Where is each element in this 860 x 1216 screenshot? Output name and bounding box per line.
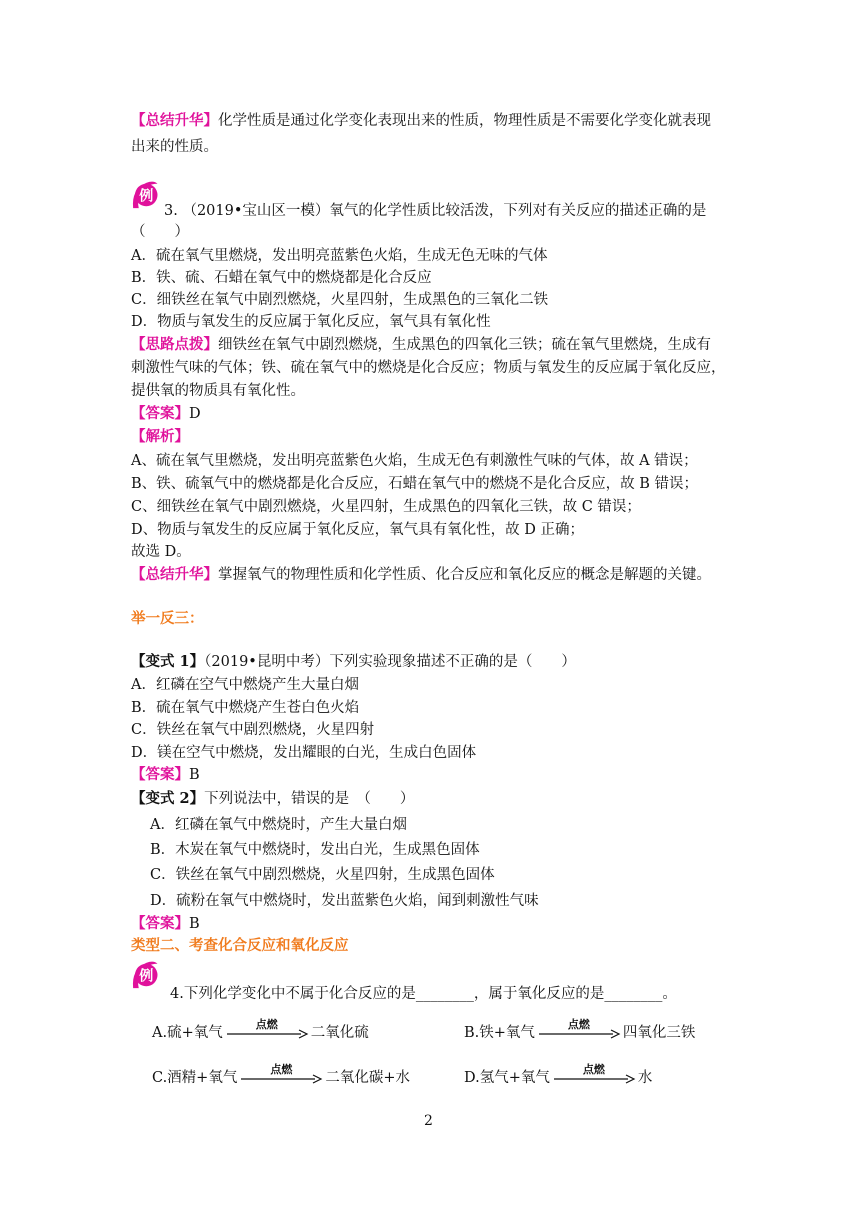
- summary-line-2: 出来的性质。: [131, 139, 218, 155]
- hint-line-2: 刺激性气味的气体；铁、硫在氧气中的燃烧是化合反应；物质与氧发生的反应属于氧化反应，: [131, 360, 726, 376]
- equation-b-products: 四氧化三铁: [622, 1025, 696, 1041]
- variant-2-option-b: B．木炭在氧气中燃烧时，发出白光，生成黑色固体: [150, 842, 480, 858]
- hint-text-1: 细铁丝在氧气中剧烈燃烧，生成黑色的四氧化三铁；硫在氧气里燃烧，生成有: [218, 337, 711, 353]
- hint-line-1: [131, 335, 711, 355]
- equation-c: [152, 1063, 410, 1088]
- equation-a-reactants: A.硫+氧气: [152, 1025, 223, 1041]
- hint-line-3: 提供氧的物质具有氧化性。: [131, 383, 305, 399]
- question-4-stem: 4.下列化学变化中不属于化合反应的是________，属于氧化反应的是________。: [170, 986, 677, 1002]
- question-3-stem: 3. （2019•宝山区一模）氧气的化学性质比较活泼，下列对有关反应的描述正确的是: [164, 203, 707, 219]
- analysis-conclusion: 故选 D。: [131, 544, 191, 560]
- variant-2-answer-value: B: [189, 916, 200, 932]
- question-3-option-a: A．硫在氧气里燃烧，发出明亮蓝紫色火焰，生成无色无味的气体: [131, 248, 548, 264]
- summary-line-1: [131, 111, 711, 131]
- variant-1-tag: 【变式 1】: [131, 653, 205, 670]
- variant-1-stem: [131, 652, 576, 672]
- variant-1-option-c: C．铁丝在氧气中剧烈燃烧，火星四射: [131, 722, 375, 738]
- reaction-arrow: [225, 1018, 309, 1043]
- example-icon-glyph: 例: [139, 188, 154, 205]
- reaction-arrow: [239, 1063, 323, 1088]
- equation-c-products: 二氧化碳+水: [325, 1070, 410, 1086]
- analysis-line-a: A、硫在氧气里燃烧，发出明亮蓝紫色火焰，生成无色有刺激性气味的气体，故 A 错误；: [131, 453, 698, 469]
- variant-1-answer-value: B: [189, 767, 200, 783]
- variant-1-option-a: A．红磷在空气中燃烧产生大量白烟: [131, 677, 359, 693]
- arrow-label: 点燃: [255, 1018, 278, 1031]
- variant-1-text: （2019•昆明中考）下列实验现象描述不正确的是（ ）: [204, 654, 576, 670]
- variant-2-option-c: C．铁丝在氧气中剧烈燃烧，火星四射，生成黑色固体: [150, 867, 495, 883]
- variant-2-tag: 【变式 2】: [131, 790, 205, 807]
- analysis-line-b: B、铁、硫氧气中的燃烧都是化合反应，石蜡在氧气中的燃烧不是化合反应，故 B 错误；: [131, 476, 699, 492]
- variant-2-option-d: D．硫粉在氧气中燃烧时，发出蓝紫色火焰，闻到刺激性气味: [150, 893, 539, 909]
- equation-d-products: 水: [637, 1070, 653, 1086]
- page-number: 2: [424, 1113, 433, 1129]
- summary-text: 化学性质是通过化学变化表现出来的性质，物理性质是不需要化学变化就表现: [218, 113, 711, 129]
- question-3-option-d: D．物质与氧发生的反应属于氧化反应，氧气具有氧化性: [131, 314, 491, 330]
- variant-2-answer: [131, 914, 200, 934]
- variant-2-stem: [131, 789, 414, 809]
- equation-a: [152, 1018, 369, 1043]
- analysis-line-c: C、细铁丝在氧气中剧烈燃烧，火星四射，生成黑色的四氧化三铁，故 C 错误；: [131, 499, 641, 515]
- type-2-heading: 类型二、考查化合反应和氧化反应: [131, 938, 349, 954]
- variant-2-answer-tag: 【答案】: [131, 916, 189, 932]
- question-3-option-c: C．细铁丝在氧气中剧烈燃烧，火星四射，生成黑色的三氧化二铁: [131, 292, 549, 308]
- example-icon-q4: [128, 960, 172, 990]
- variant-1-option-b: B．硫在氧气中燃烧产生苍白色火焰: [131, 700, 360, 716]
- reaction-arrow: [552, 1063, 636, 1088]
- question-3-option-b: B．铁、硫、石蜡在氧气中的燃烧都是化合反应: [131, 270, 432, 286]
- arrow-label: 点燃: [567, 1018, 590, 1031]
- analysis-heading: [131, 427, 189, 447]
- reaction-arrow: [537, 1018, 621, 1043]
- equation-d: [464, 1063, 653, 1088]
- summary-tag-q3: 【总结升华】: [131, 567, 218, 583]
- answer-line-q3: [131, 404, 201, 424]
- summary-text-q3: 掌握氧气的物理性质和化学性质、化合反应和氧化反应的概念是解题的关键。: [218, 567, 711, 583]
- answer-value: D: [189, 406, 201, 422]
- arrow-label: 点燃: [270, 1063, 293, 1076]
- equation-b-reactants: B.铁+氧气: [464, 1025, 535, 1041]
- variant-1-answer-tag: 【答案】: [131, 767, 189, 783]
- variant-1-option-d: D．镁在空气中燃烧，发出耀眼的白光，生成白色固体: [131, 745, 477, 761]
- equation-c-reactants: C.酒精+氧气: [152, 1070, 238, 1086]
- example-icon-q4-glyph: 例: [139, 968, 154, 985]
- arrow-label: 点燃: [582, 1063, 605, 1076]
- practice-heading: 举一反三：: [131, 611, 204, 627]
- equation-d-reactants: D.氢气+氧气: [464, 1070, 550, 1086]
- analysis-line-d: D、物质与氧发生的反应属于氧化反应，氧气具有氧化性，故 D 正确；: [131, 522, 584, 538]
- variant-2-text: 下列说法中，错误的是 （ ）: [204, 791, 415, 807]
- variant-2-option-a: A．红磷在氧气中燃烧时，产生大量白烟: [150, 817, 407, 833]
- answer-tag: 【答案】: [131, 406, 189, 422]
- analysis-tag: 【解析】: [131, 429, 189, 445]
- equation-a-products: 二氧化硫: [310, 1025, 369, 1041]
- summary-line-q3: [131, 565, 711, 585]
- summary-tag: 【总结升华】: [131, 113, 218, 129]
- hint-tag: 【思路点拨】: [131, 337, 218, 353]
- variant-1-answer: [131, 765, 200, 785]
- question-3-stem-cont: （ ）: [131, 224, 189, 240]
- equation-b: [464, 1018, 696, 1043]
